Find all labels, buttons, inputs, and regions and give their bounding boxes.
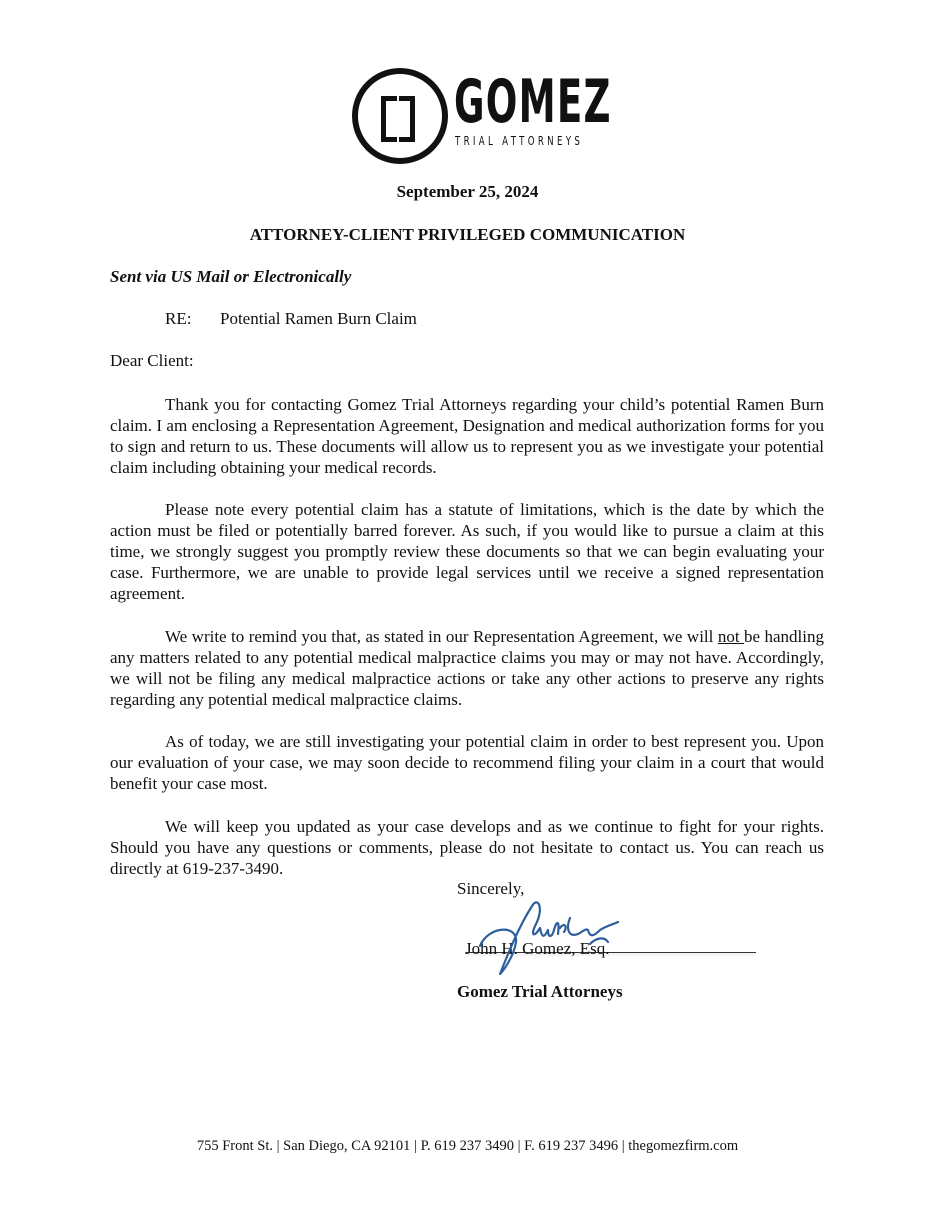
logo-subtitle: TRIAL ATTORNEYS (455, 134, 584, 148)
firm-logo (352, 67, 612, 162)
firm-name: Gomez Trial Attorneys (457, 982, 623, 1001)
re-subject: Potential Ramen Burn Claim (220, 309, 417, 328)
signer-name: John H. Gomez, Esq. (465, 939, 610, 958)
logo-wordmark: GOMEZ (454, 67, 612, 137)
body-paragraph-4: As of today, we are still investigating your potential claim in order to best represent you. Upon our evaluation of your case, we may soon decide to recommend filing your claim in a court that would benefit your case most. (110, 732, 824, 793)
footer-contact: 755 Front St. | San Diego, CA 92101 | P. 619 237 3490 | F. 619 237 3496 | thegomezfirm.com (196, 1138, 739, 1154)
closing: Sincerely, (457, 879, 525, 898)
underlined-not: not (717, 627, 744, 646)
letter-date: September 25, 2024 (396, 182, 539, 201)
delivery-method: Sent via US Mail or Electronically (110, 267, 352, 286)
handwritten-signature-icon (478, 898, 623, 978)
body-paragraph-3: We write to remind you that, as stated in our Representation Agreement, we will not be handling any matters related to any potential medical malpractice claims you may or may not have. Accordingly, we will not be filing any medical malpractice actions or take any other actions to preserve any rights regarding any potential medical malpractice claims. (110, 627, 824, 709)
body-paragraph-5: We will keep you updated as your case develops and as we continue to fight for your rights. Should you have any questions or comments, please do not hesitate to contact us. You can reach us directly at 619-237-3490. (110, 817, 824, 878)
body-paragraph-2: Please note every potential claim has a statute of limitations, which is the date by which the action must be filed or potentially barred forever. As such, if you would like to pursue a claim at this time, we strongly suggest you promptly review these documents so that we can begin evaluating your case. Furthermore, we are unable to provide legal services until we receive a signed representation agreement. (110, 500, 824, 603)
re-label: RE: (165, 309, 192, 328)
re-line (165, 309, 417, 329)
logo-emblem-icon (352, 68, 448, 164)
privilege-notice: ATTORNEY-CLIENT PRIVILEGED COMMUNICATION (249, 225, 686, 244)
salutation: Dear Client: (110, 351, 194, 370)
body-paragraph-1: Thank you for contacting Gomez Trial Attorneys regarding your child’s potential Ramen Burn claim. I am enclosing a Representation Agreement, Designation and medical authorization forms for you to sign and return to us. These documents will allow us to represent you as we investigate your potential claim including obtaining your medical records. (110, 395, 824, 477)
